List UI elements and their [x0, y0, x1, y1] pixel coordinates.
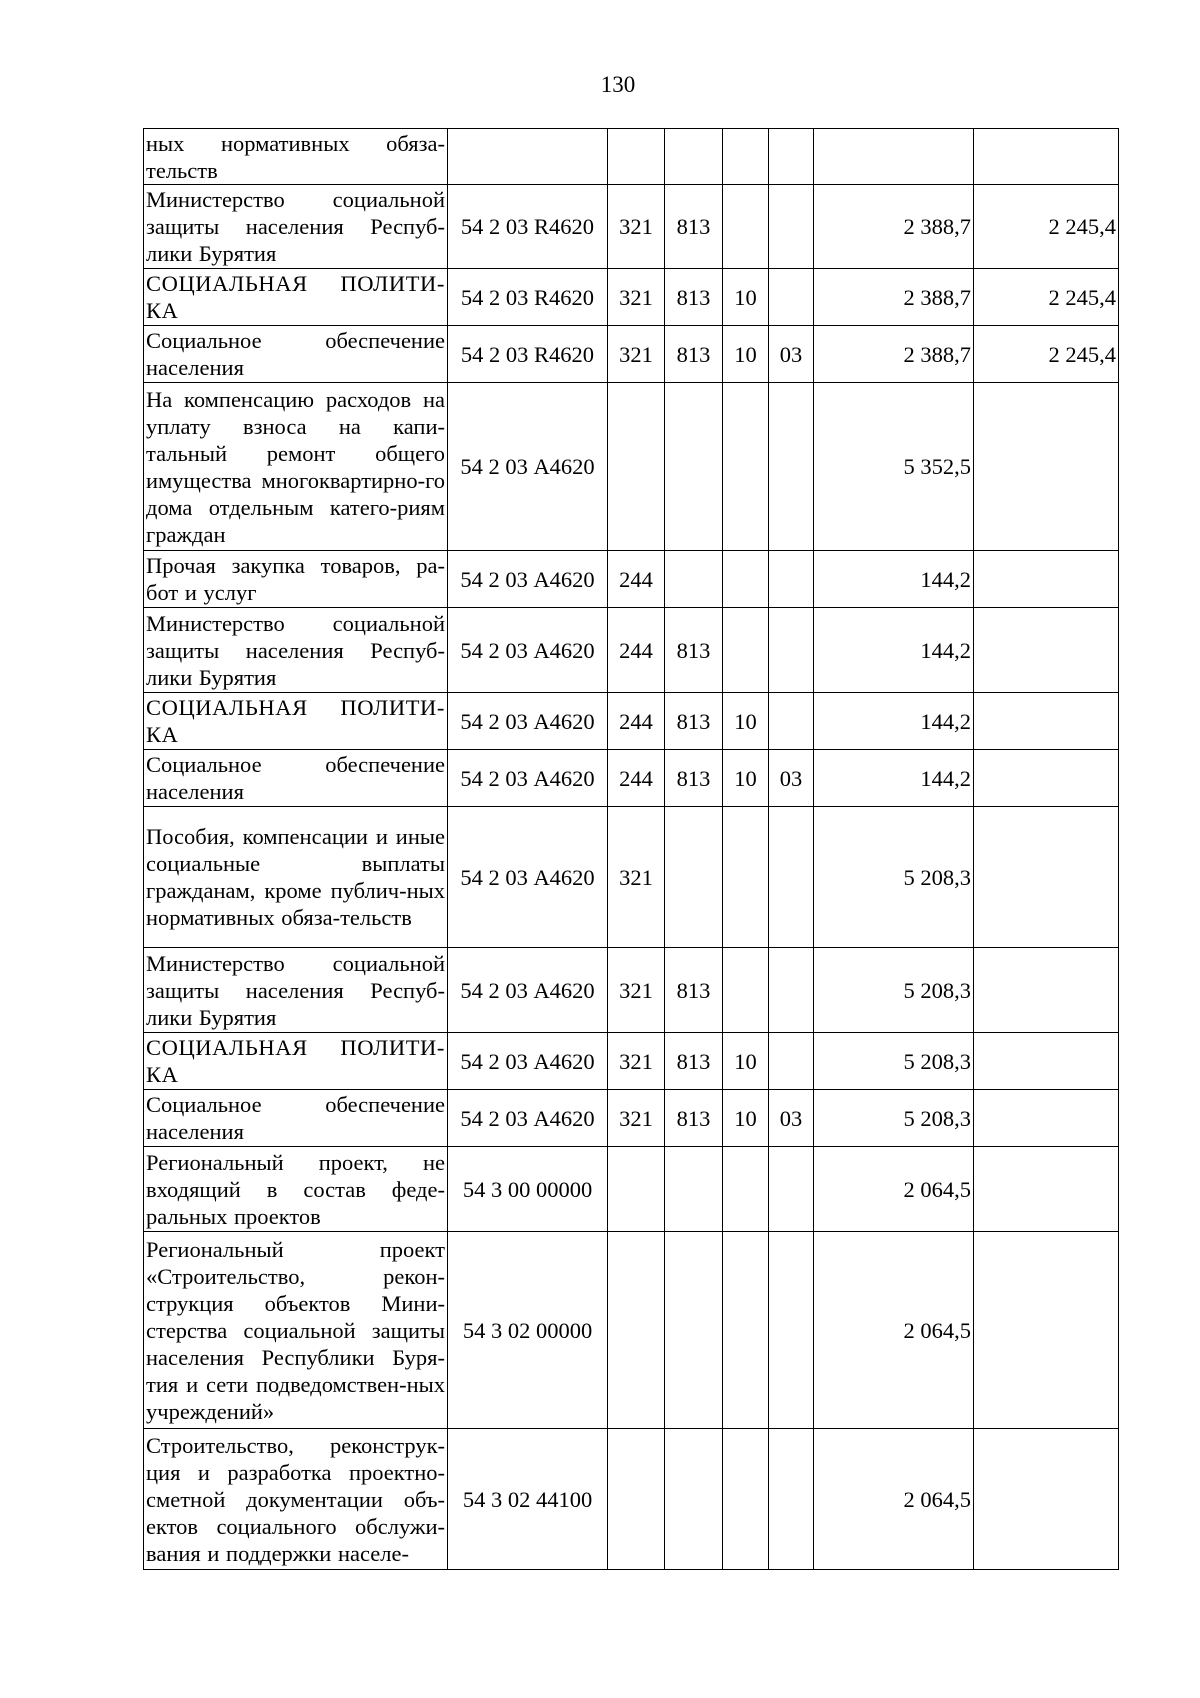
amount-cell-1: 5 208,3 [814, 948, 974, 1033]
ministry-code-cell [665, 129, 723, 185]
expense-type-cell [608, 129, 665, 185]
section-code-cell [723, 129, 769, 185]
row-name-cell: СОЦИАЛЬНАЯ ПОЛИТИ-КА [144, 269, 448, 326]
expense-type-cell: 244 [608, 750, 665, 807]
amount-cell-2: 2 245,4 [974, 185, 1119, 269]
amount-cell-2: 2 245,4 [974, 269, 1119, 326]
section-code-cell [723, 807, 769, 948]
subsection-code-cell [769, 1232, 814, 1429]
target-article-code-cell: 54 2 03 R4620 [448, 185, 608, 269]
section-code-cell [723, 1429, 769, 1570]
subsection-code-cell [769, 185, 814, 269]
ministry-code-cell: 813 [665, 185, 723, 269]
amount-cell-2 [974, 129, 1119, 185]
target-article-code-cell: 54 3 02 00000 [448, 1232, 608, 1429]
row-name-cell: Министерство социальной защиты населения Респуб-лики Бурятия [144, 608, 448, 693]
amount-cell-1: 144,2 [814, 750, 974, 807]
row-name-cell: Региональный проект, не входящий в состав феде-ральных проектов [144, 1147, 448, 1232]
table-row [144, 129, 1119, 185]
target-article-code-cell: 54 2 03 А4620 [448, 807, 608, 948]
target-article-code-cell: 54 2 03 А4620 [448, 750, 608, 807]
amount-cell-1: 5 208,3 [814, 1090, 974, 1147]
page-number: 130 [600, 72, 636, 97]
table-row [144, 383, 1119, 551]
expense-type-cell [608, 383, 665, 551]
subsection-code-cell [769, 1147, 814, 1232]
expense-type-cell [608, 1429, 665, 1570]
expense-type-cell: 321 [608, 1033, 665, 1090]
target-article-code-cell: 54 3 00 00000 [448, 1147, 608, 1232]
row-name-cell: Региональный проект «Строительство, рекон-струкция объектов Мини-стерства социальной защиты населения Республики Буря-тия и сети подведомствен-ных учреждений» [144, 1232, 448, 1429]
ministry-code-cell [665, 1147, 723, 1232]
target-article-code-cell: 54 2 03 А4620 [448, 551, 608, 608]
expense-type-cell: 244 [608, 608, 665, 693]
ministry-code-cell: 813 [665, 269, 723, 326]
amount-cell-2 [974, 693, 1119, 750]
ministry-code-cell: 813 [665, 948, 723, 1033]
ministry-code-cell: 813 [665, 326, 723, 383]
table-row [144, 326, 1119, 383]
amount-cell-1: 2 388,7 [814, 185, 974, 269]
amount-cell-1: 144,2 [814, 551, 974, 608]
row-name-cell: Строительство, реконструк-ция и разработка проектно-сметной документации объ-ектов социального обслужи-вания и поддержки населе- [144, 1429, 448, 1570]
ministry-code-cell: 813 [665, 1090, 723, 1147]
amount-cell-1: 144,2 [814, 693, 974, 750]
table-row [144, 807, 1119, 948]
target-article-code-cell: 54 2 03 А4620 [448, 1033, 608, 1090]
expense-type-cell [608, 1232, 665, 1429]
subsection-code-cell [769, 807, 814, 948]
expense-type-cell: 321 [608, 269, 665, 326]
amount-cell-1: 2 064,5 [814, 1429, 974, 1570]
amount-cell-2 [974, 1090, 1119, 1147]
row-name-cell: Пособия, компенсации и иные социальные выплаты гражданам, кроме публич-ных нормативных обяза-тельств [144, 807, 448, 948]
ministry-code-cell: 813 [665, 608, 723, 693]
amount-cell-2 [974, 608, 1119, 693]
amount-cell-1: 5 352,5 [814, 383, 974, 551]
amount-cell-2 [974, 807, 1119, 948]
row-name-cell: Министерство социальной защиты населения Респуб-лики Бурятия [144, 185, 448, 269]
subsection-code-cell [769, 129, 814, 185]
target-article-code-cell: 54 3 02 44100 [448, 1429, 608, 1570]
amount-cell-2 [974, 383, 1119, 551]
table-row [144, 693, 1119, 750]
amount-cell-2 [974, 1033, 1119, 1090]
section-code-cell: 10 [723, 1090, 769, 1147]
amount-cell-2 [974, 1429, 1119, 1570]
expense-type-cell: 321 [608, 948, 665, 1033]
table-row [144, 750, 1119, 807]
table-row [144, 1429, 1119, 1570]
amount-cell-1: 2 388,7 [814, 269, 974, 326]
amount-cell-1: 2 064,5 [814, 1232, 974, 1429]
section-code-cell: 10 [723, 1033, 769, 1090]
table-body [144, 129, 1119, 1570]
ministry-code-cell [665, 807, 723, 948]
table-row [144, 948, 1119, 1033]
subsection-code-cell [769, 693, 814, 750]
subsection-code-cell [769, 608, 814, 693]
table-row [144, 1090, 1119, 1147]
row-name-cell: Прочая закупка товаров, ра-бот и услуг [144, 551, 448, 608]
expense-type-cell: 321 [608, 185, 665, 269]
amount-cell-1: 5 208,3 [814, 807, 974, 948]
subsection-code-cell [769, 383, 814, 551]
subsection-code-cell [769, 269, 814, 326]
target-article-code-cell: 54 2 03 R4620 [448, 326, 608, 383]
amount-cell-2 [974, 551, 1119, 608]
amount-cell-1: 2 064,5 [814, 1147, 974, 1232]
ministry-code-cell [665, 1232, 723, 1429]
amount-cell-1: 5 208,3 [814, 1033, 974, 1090]
target-article-code-cell [448, 129, 608, 185]
row-name-cell: СОЦИАЛЬНАЯ ПОЛИТИ-КА [144, 1033, 448, 1090]
expense-type-cell [608, 1147, 665, 1232]
section-code-cell: 10 [723, 326, 769, 383]
expense-type-cell: 321 [608, 326, 665, 383]
amount-cell-2 [974, 750, 1119, 807]
ministry-code-cell [665, 551, 723, 608]
section-code-cell [723, 383, 769, 551]
section-code-cell [723, 551, 769, 608]
row-name-cell: Социальное обеспечение населения [144, 326, 448, 383]
subsection-code-cell [769, 948, 814, 1033]
table-row [144, 1232, 1119, 1429]
row-name-cell: Социальное обеспечение населения [144, 750, 448, 807]
amount-cell-1 [814, 129, 974, 185]
table-row [144, 1033, 1119, 1090]
budget-table [143, 128, 1119, 1570]
table-row [144, 185, 1119, 269]
subsection-code-cell: 03 [769, 750, 814, 807]
section-code-cell [723, 1147, 769, 1232]
table-row [144, 551, 1119, 608]
target-article-code-cell: 54 2 03 А4620 [448, 608, 608, 693]
target-article-code-cell: 54 2 03 R4620 [448, 269, 608, 326]
ministry-code-cell [665, 1429, 723, 1570]
section-code-cell [723, 1232, 769, 1429]
row-name-cell: СОЦИАЛЬНАЯ ПОЛИТИ-КА [144, 693, 448, 750]
subsection-code-cell [769, 1033, 814, 1090]
table-row [144, 1147, 1119, 1232]
expense-type-cell: 244 [608, 551, 665, 608]
row-name-cell: Социальное обеспечение населения [144, 1090, 448, 1147]
target-article-code-cell: 54 2 03 А4620 [448, 948, 608, 1033]
section-code-cell [723, 948, 769, 1033]
amount-cell-2 [974, 1147, 1119, 1232]
ministry-code-cell [665, 383, 723, 551]
subsection-code-cell: 03 [769, 326, 814, 383]
amount-cell-2 [974, 1232, 1119, 1429]
ministry-code-cell: 813 [665, 693, 723, 750]
subsection-code-cell [769, 1429, 814, 1570]
section-code-cell [723, 608, 769, 693]
table-row [144, 608, 1119, 693]
amount-cell-1: 2 388,7 [814, 326, 974, 383]
ministry-code-cell: 813 [665, 1033, 723, 1090]
amount-cell-1: 144,2 [814, 608, 974, 693]
target-article-code-cell: 54 2 03 А4620 [448, 383, 608, 551]
ministry-code-cell: 813 [665, 750, 723, 807]
expense-type-cell: 321 [608, 1090, 665, 1147]
section-code-cell: 10 [723, 750, 769, 807]
table-row [144, 269, 1119, 326]
expense-type-cell: 321 [608, 807, 665, 948]
subsection-code-cell: 03 [769, 1090, 814, 1147]
target-article-code-cell: 54 2 03 А4620 [448, 693, 608, 750]
target-article-code-cell: 54 2 03 А4620 [448, 1090, 608, 1147]
subsection-code-cell [769, 551, 814, 608]
amount-cell-2 [974, 948, 1119, 1033]
row-name-cell: ных нормативных обяза-тельств [144, 129, 448, 185]
amount-cell-2: 2 245,4 [974, 326, 1119, 383]
row-name-cell: Министерство социальной защиты населения Респуб-лики Бурятия [144, 948, 448, 1033]
section-code-cell [723, 185, 769, 269]
section-code-cell: 10 [723, 269, 769, 326]
expense-type-cell: 244 [608, 693, 665, 750]
row-name-cell: На компенсацию расходов на уплату взноса на капи-тальный ремонт общего имущества многоквартирно-го дома отдельным катего-риям граждан [144, 383, 448, 551]
section-code-cell: 10 [723, 693, 769, 750]
